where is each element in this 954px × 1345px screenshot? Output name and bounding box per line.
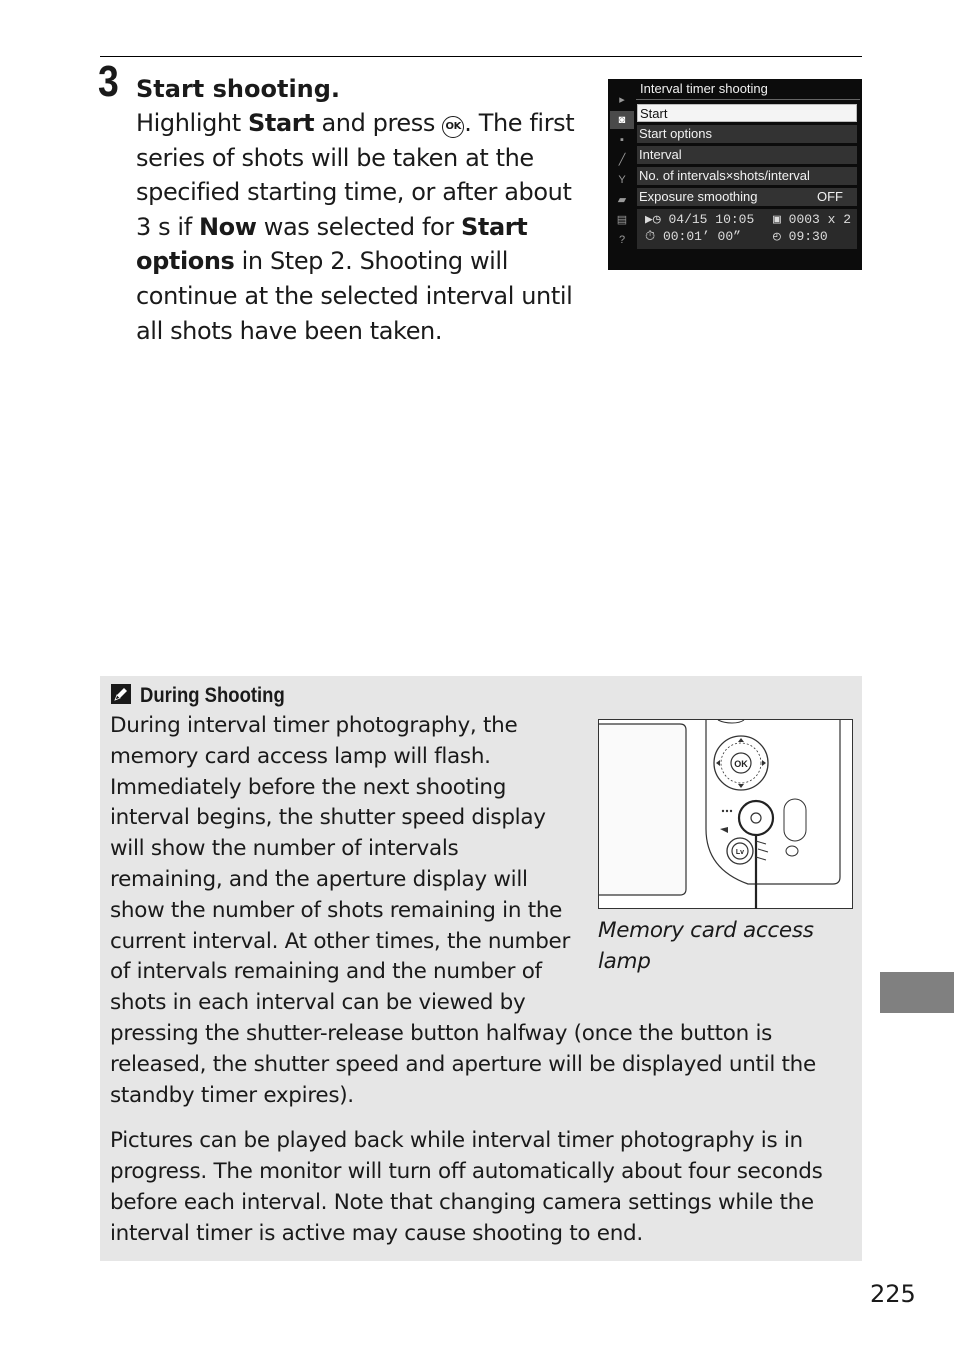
step-bold-now: Now (198, 212, 257, 241)
page-number: 225 (870, 1280, 916, 1308)
start-time-value: 04/15 10:05 (668, 212, 755, 227)
menu-row-interval[interactable] (637, 146, 857, 164)
menu-row-start-options[interactable] (637, 125, 857, 143)
wrench-icon: Y (618, 174, 626, 186)
menu-row-label: Interval (639, 147, 682, 162)
menu-row-label: No. of intervals×shots/interval (639, 168, 810, 183)
remaining-readout: ◴ 09:30 (773, 229, 828, 244)
menu-row-intervals-shots[interactable] (637, 167, 857, 185)
step-body (136, 106, 592, 348)
retouch-icon: ▰ (617, 194, 627, 206)
note-title: During Shooting (140, 684, 285, 707)
menu-row-label: Exposure smoothing (639, 189, 758, 204)
camera-menu-screen (608, 79, 862, 270)
count-value: 0003 x 2 (788, 212, 852, 227)
help-icon: ? (618, 234, 626, 246)
menu-divider (636, 99, 860, 100)
step-bold-start-options: Start options (136, 212, 528, 276)
step-text: Highlight (136, 109, 248, 137)
ok-button-label: OK (734, 759, 748, 769)
pencil-icon: ╱ (618, 154, 626, 166)
menu-row-exposure-smoothing[interactable] (637, 188, 857, 206)
note-paragraph-1: During interval timer photography, the memory card access lamp will flash. Immediately before the next shooting interval begins, the shutter speed display will show the number of intervals remaining, and the aperture display will show the number of shots remaining in the current interval. At other times, the number of intervals remaining and the number of shots in each interval can be viewed by pressing the shutter-release button halfway (once the button is released, the shutter speed and aperture will be displayed until the standby timer expires). (110, 713, 816, 1108)
chapter-side-tab (880, 972, 954, 1013)
menu-row-value: OFF (817, 189, 843, 204)
playback-icon: ▸ (619, 94, 625, 106)
note-paragraph-2: Pictures can be played back while interval timer photography is in progress. The monitor will turn off automatically about four seconds before each interval. Note that changing camera settings while the interval timer is active may cause shooting to end. (110, 1128, 823, 1246)
menu-info-panel (637, 209, 857, 249)
step-bold-start: Start (247, 109, 315, 137)
count-readout: ▣ 0003 x 2 (773, 212, 852, 227)
step-title: Start shooting. (136, 75, 341, 103)
camera-icon: ◙ (610, 111, 634, 129)
illustration-caption (598, 916, 818, 978)
remaining-value: 09:30 (788, 229, 828, 244)
interval-value: 00:01’ 00” (662, 229, 741, 244)
pencil-note-icon (111, 684, 131, 704)
interval-readout: ⏱ 00:01’ 00” (645, 229, 741, 244)
menu-row-start[interactable]: Start (637, 104, 857, 122)
caption-text: Memory card access lamp (598, 918, 814, 974)
movie-icon: ▪ (620, 134, 624, 146)
my-menu-icon: ▤ (616, 214, 628, 226)
step-text: was selected for (256, 212, 461, 241)
step-text: . The first series of shots will be taken at the specified starting time, or after about 3 s if (136, 109, 575, 241)
top-rule (100, 56, 862, 57)
step-text: in Step 2. Shooting will continue at the selected interval until all shots have been taken. (136, 247, 573, 345)
step-number: 3 (98, 57, 119, 106)
ok-button-icon: OK (442, 116, 464, 138)
menu-title: Interval timer shooting (640, 81, 768, 96)
menu-row-label: Start options (639, 126, 712, 141)
start-time-readout: ▶◷ 04/15 10:05 (645, 212, 755, 227)
lv-button-label: Lv (735, 849, 745, 856)
menu-sidebar (610, 91, 634, 268)
camera-back-illustration (598, 719, 853, 909)
step-text: and press (314, 109, 443, 137)
